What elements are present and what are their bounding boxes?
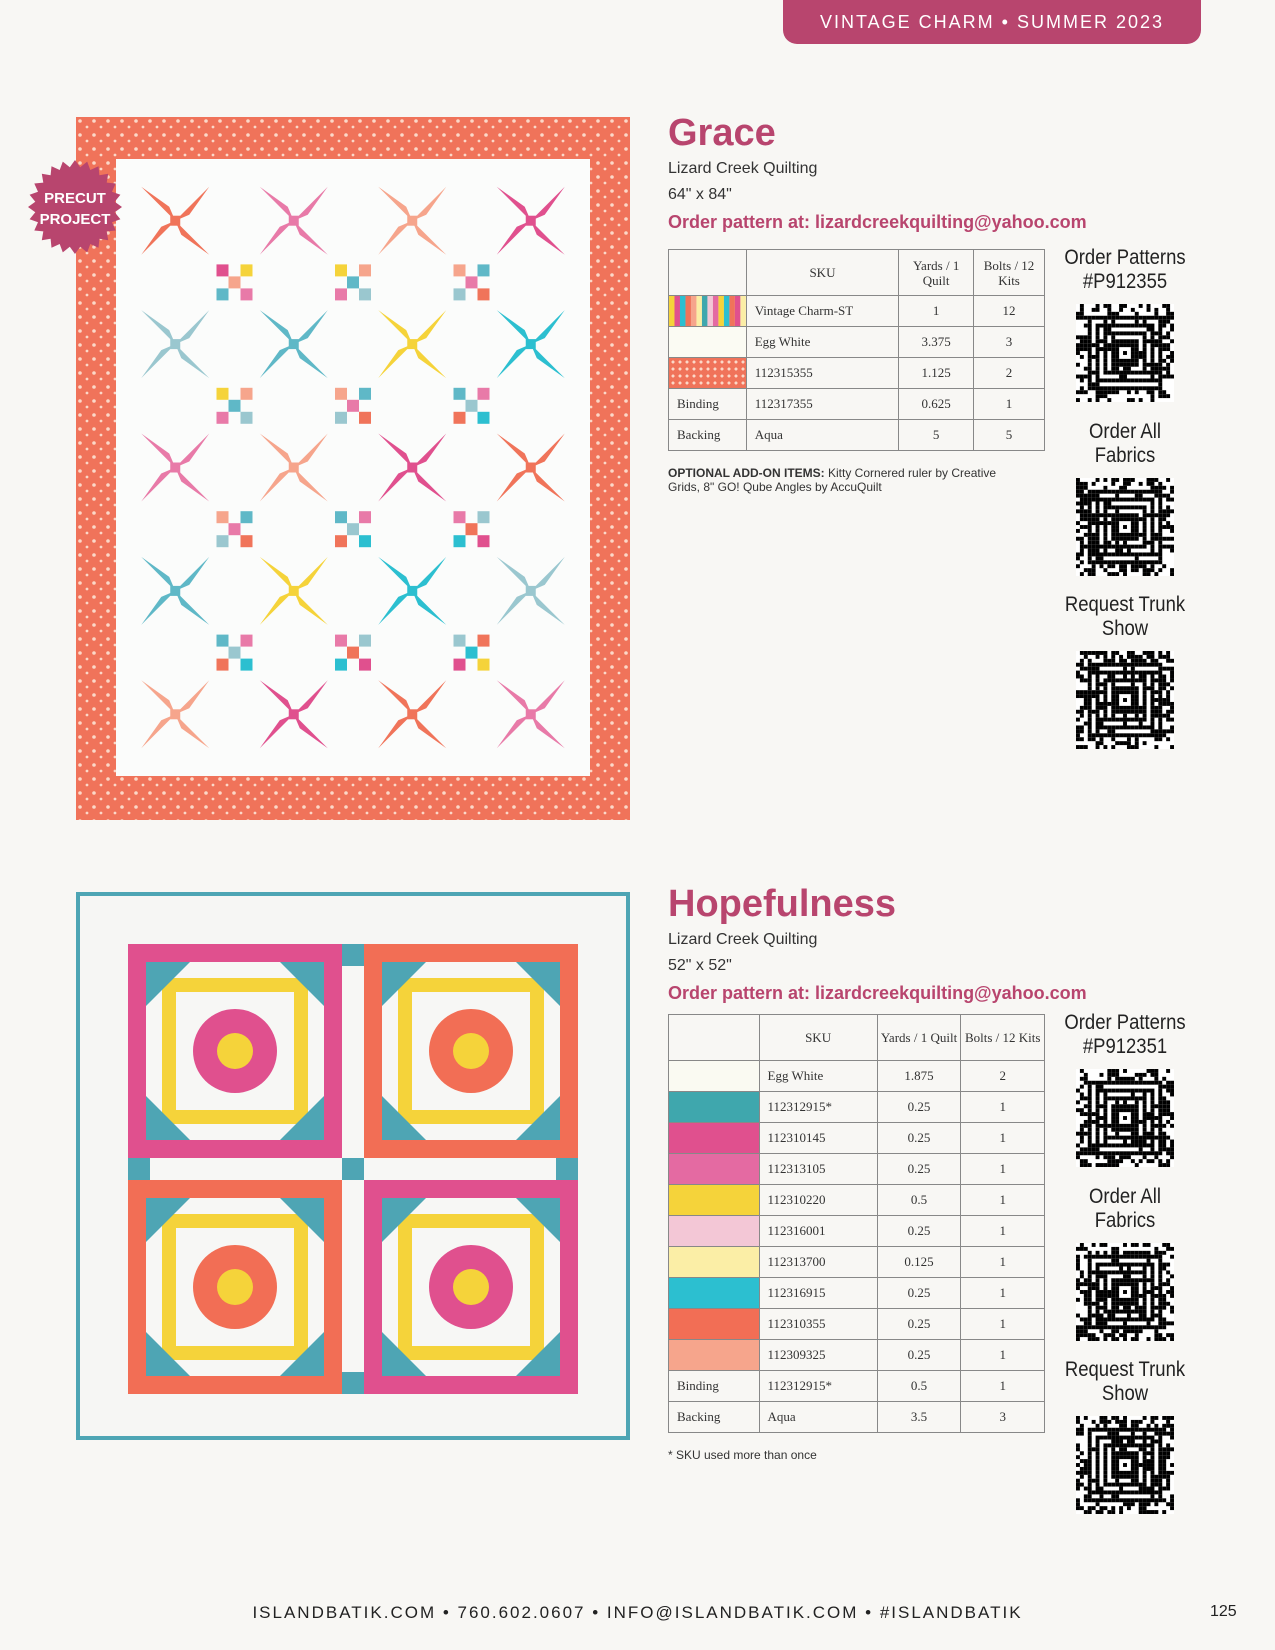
fabric-swatch bbox=[669, 358, 747, 389]
table-row bbox=[669, 420, 1045, 451]
order-all-fabrics-qr-code[interactable] bbox=[1076, 478, 1174, 576]
precut-project-badge bbox=[28, 160, 122, 254]
fabric-swatch bbox=[669, 1061, 760, 1092]
sku-cell: Aqua bbox=[746, 420, 899, 451]
issue-header: VINTAGE CHARM • SUMMER 2023 bbox=[783, 0, 1201, 44]
bolts-cell: 1 bbox=[974, 389, 1045, 420]
hopefulness-fabric-table bbox=[668, 1014, 1045, 1433]
optional-add-on-note bbox=[668, 466, 1018, 494]
footer-contact: ISLANDBATIK.COM • 760.602.0607 • INFO@ISLANDBATIK.COM • #ISLANDBATIK bbox=[252, 1603, 1023, 1622]
sku-cell: 112316915 bbox=[759, 1278, 877, 1309]
bolts-header: Bolts / 12 Kits bbox=[961, 1015, 1045, 1061]
yards-cell: 0.25 bbox=[877, 1123, 961, 1154]
row-label: Backing bbox=[669, 1402, 760, 1433]
sku-cell: 112310145 bbox=[759, 1123, 877, 1154]
yards-cell: 0.25 bbox=[877, 1216, 961, 1247]
table-row bbox=[669, 1154, 1045, 1185]
table-row bbox=[669, 1247, 1045, 1278]
label-line: Show bbox=[1101, 617, 1149, 640]
sku-cell: 112310355 bbox=[759, 1309, 877, 1340]
label-line: Order Patterns bbox=[1064, 1011, 1186, 1034]
yards-cell: 0.5 bbox=[877, 1371, 961, 1402]
sku-cell: 112313105 bbox=[759, 1154, 877, 1185]
bolts-cell: 3 bbox=[961, 1402, 1045, 1433]
fabric-swatch bbox=[669, 1123, 760, 1154]
order-pattern-link[interactable]: Order pattern at: lizardcreekquilting@yahoo.com bbox=[668, 212, 1087, 232]
table-row bbox=[669, 1340, 1045, 1371]
label-line: Request Trunk bbox=[1064, 593, 1186, 616]
label-line: Request Trunk bbox=[1064, 1358, 1186, 1381]
order-patterns-qr-code[interactable] bbox=[1076, 1069, 1174, 1167]
fabric-swatch bbox=[669, 327, 747, 358]
fabric-swatch bbox=[669, 1247, 760, 1278]
label-line: Order All bbox=[1089, 1185, 1161, 1208]
yards-cell: 0.25 bbox=[877, 1154, 961, 1185]
table-row bbox=[669, 1185, 1045, 1216]
bolts-cell: 1 bbox=[961, 1247, 1045, 1278]
grace-quilt-image bbox=[76, 117, 630, 820]
table-row bbox=[669, 296, 1045, 327]
row-label: Backing bbox=[669, 420, 747, 451]
table-row bbox=[669, 1371, 1045, 1402]
fabric-swatch bbox=[669, 1278, 760, 1309]
fabric-swatch bbox=[669, 1185, 760, 1216]
row-label: Binding bbox=[669, 1371, 760, 1402]
table-row bbox=[669, 1309, 1045, 1340]
sku-cell: 112312915* bbox=[759, 1092, 877, 1123]
yards-cell: 3.375 bbox=[899, 327, 974, 358]
bolts-cell: 3 bbox=[974, 327, 1045, 358]
order-all-fabrics-label bbox=[1059, 1185, 1191, 1233]
sku-cell: Aqua bbox=[759, 1402, 877, 1433]
bolts-cell: 1 bbox=[961, 1185, 1045, 1216]
yards-cell: 0.25 bbox=[877, 1309, 961, 1340]
table-row bbox=[669, 389, 1045, 420]
grace-fabric-table bbox=[668, 249, 1045, 451]
project-designer: Lizard Creek Quilting bbox=[668, 931, 818, 948]
sku-cell: Egg White bbox=[746, 327, 899, 358]
yards-header: Yards / 1 Quilt bbox=[899, 250, 974, 296]
table-row bbox=[669, 1278, 1045, 1309]
bolts-header: Bolts / 12 Kits bbox=[974, 250, 1045, 296]
sku-cell: 112317355 bbox=[746, 389, 899, 420]
yards-cell: 0.25 bbox=[877, 1278, 961, 1309]
badge-line-1: PRECUT bbox=[44, 190, 106, 207]
table-row bbox=[669, 1092, 1045, 1123]
yards-cell: 0.625 bbox=[899, 389, 974, 420]
page-number: 125 bbox=[1210, 1603, 1237, 1620]
yards-header: Yards / 1 Quilt bbox=[877, 1015, 961, 1061]
order-all-fabrics-qr-code[interactable] bbox=[1076, 1243, 1174, 1341]
order-patterns-qr-code[interactable] bbox=[1076, 304, 1174, 402]
order-patterns-label bbox=[1059, 1011, 1191, 1059]
project-designer: Lizard Creek Quilting bbox=[668, 160, 818, 177]
label-line: Show bbox=[1101, 1382, 1149, 1405]
order-patterns-label bbox=[1059, 246, 1191, 294]
bolts-cell: 12 bbox=[974, 296, 1045, 327]
sku-cell: 112315355 bbox=[746, 358, 899, 389]
row-label: Binding bbox=[669, 389, 747, 420]
table-row bbox=[669, 327, 1045, 358]
sku-cell: 112309325 bbox=[759, 1340, 877, 1371]
bolts-cell: 1 bbox=[961, 1154, 1045, 1185]
swatch-header bbox=[669, 250, 747, 296]
fabric-swatch bbox=[669, 1092, 760, 1123]
project-size: 52" x 52" bbox=[668, 957, 732, 974]
yards-cell: 1 bbox=[899, 296, 974, 327]
yards-cell: 0.25 bbox=[877, 1092, 961, 1123]
request-trunk-show-label bbox=[1059, 1358, 1191, 1406]
bolts-cell: 1 bbox=[961, 1092, 1045, 1123]
fabric-swatch bbox=[669, 296, 747, 327]
project-title-grace: Grace bbox=[668, 112, 776, 154]
sku-footnote: * SKU used more than once bbox=[668, 1448, 817, 1462]
yards-cell: 0.25 bbox=[877, 1340, 961, 1371]
note-heading: OPTIONAL ADD-ON ITEMS: bbox=[668, 466, 825, 480]
label-line: Fabrics bbox=[1094, 1209, 1156, 1232]
yards-cell: 3.5 bbox=[877, 1402, 961, 1433]
note-text: Kitty Cornered ruler by Creative Grids, 8" GO! Qube Angles by AccuQuilt bbox=[668, 466, 997, 494]
project-title-hopefulness: Hopefulness bbox=[668, 883, 897, 925]
label-line: #P912355 bbox=[1082, 270, 1168, 293]
label-line: Order Patterns bbox=[1064, 246, 1186, 269]
label-line: Fabrics bbox=[1094, 444, 1156, 467]
sku-cell: 112312915* bbox=[759, 1371, 877, 1402]
fabric-swatch bbox=[669, 1340, 760, 1371]
request-trunk-show-label bbox=[1059, 593, 1191, 641]
sku-cell: Vintage Charm-ST bbox=[746, 296, 899, 327]
sku-header: SKU bbox=[746, 250, 899, 296]
yards-cell: 0.5 bbox=[877, 1185, 961, 1216]
yards-cell: 1.875 bbox=[877, 1061, 961, 1092]
bolts-cell: 5 bbox=[974, 420, 1045, 451]
label-line: Order All bbox=[1089, 420, 1161, 443]
yards-cell: 5 bbox=[899, 420, 974, 451]
request-trunk-show-qr-code[interactable] bbox=[1076, 651, 1174, 749]
sku-cell: 112316001 bbox=[759, 1216, 877, 1247]
label-line: #P912351 bbox=[1082, 1035, 1168, 1058]
fabric-swatch bbox=[669, 1154, 760, 1185]
table-row bbox=[669, 1061, 1045, 1092]
request-trunk-show-qr-code[interactable] bbox=[1076, 1416, 1174, 1514]
bolts-cell: 1 bbox=[961, 1309, 1045, 1340]
sku-cell: 112310220 bbox=[759, 1185, 877, 1216]
project-size: 64" x 84" bbox=[668, 186, 732, 203]
order-all-fabrics-label bbox=[1059, 420, 1191, 468]
hopefulness-quilt-image bbox=[76, 892, 630, 1440]
bolts-cell: 2 bbox=[974, 358, 1045, 389]
bolts-cell: 1 bbox=[961, 1340, 1045, 1371]
fabric-swatch bbox=[669, 1309, 760, 1340]
badge-line-2: PROJECT bbox=[39, 211, 111, 228]
table-row bbox=[669, 1402, 1045, 1433]
sku-header: SKU bbox=[759, 1015, 877, 1061]
bolts-cell: 1 bbox=[961, 1216, 1045, 1247]
bolts-cell: 1 bbox=[961, 1123, 1045, 1154]
table-row bbox=[669, 358, 1045, 389]
sku-cell: 112313700 bbox=[759, 1247, 877, 1278]
fabric-swatch bbox=[669, 1216, 760, 1247]
swatch-header bbox=[669, 1015, 760, 1061]
bolts-cell: 2 bbox=[961, 1061, 1045, 1092]
yards-cell: 0.125 bbox=[877, 1247, 961, 1278]
order-pattern-link[interactable]: Order pattern at: lizardcreekquilting@yahoo.com bbox=[668, 983, 1087, 1003]
bolts-cell: 1 bbox=[961, 1371, 1045, 1402]
table-row bbox=[669, 1123, 1045, 1154]
bolts-cell: 1 bbox=[961, 1278, 1045, 1309]
yards-cell: 1.125 bbox=[899, 358, 974, 389]
table-row bbox=[669, 1216, 1045, 1247]
sku-cell: Egg White bbox=[759, 1061, 877, 1092]
